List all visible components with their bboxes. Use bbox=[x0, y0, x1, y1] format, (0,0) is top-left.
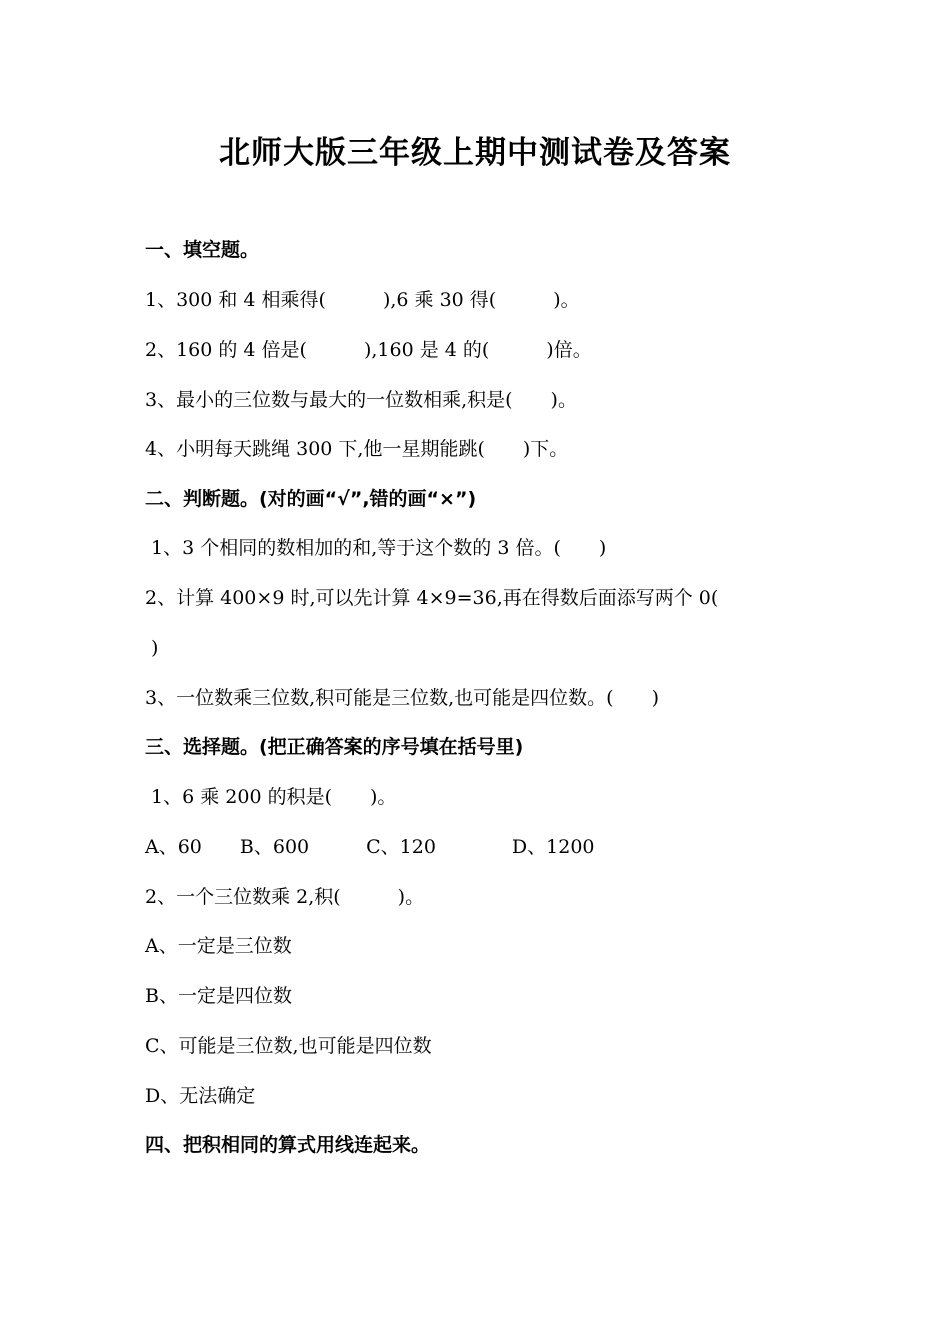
question-fill-4: 4、小明每天跳绳 300 下,他一星期能跳( )下。 bbox=[145, 438, 569, 460]
question-tf-2-continued: ) bbox=[145, 637, 159, 659]
section-heading-fill-blank: 一、填空题。 bbox=[145, 239, 260, 261]
question-tf-1: 1、3 个相同的数相加的和,等于这个数的 3 倍。( ) bbox=[145, 537, 607, 559]
question-choice-2-option-b: B、一定是四位数 bbox=[145, 985, 292, 1007]
question-fill-3: 3、最小的三位数与最大的一位数相乘,积是( )。 bbox=[145, 389, 577, 411]
section-heading-choice: 三、选择题。(把正确答案的序号填在括号里) bbox=[145, 736, 524, 758]
question-choice-2-option-c: C、可能是三位数,也可能是四位数 bbox=[145, 1035, 432, 1057]
question-fill-2: 2、160 的 4 倍是( ),160 是 4 的( )倍。 bbox=[145, 339, 592, 361]
question-choice-2-option-a: A、一定是三位数 bbox=[145, 935, 292, 957]
question-choice-1-options: A、60 B、600 C、120 D、1200 bbox=[145, 836, 595, 858]
section-heading-matching: 四、把积相同的算式用线连起来。 bbox=[145, 1134, 431, 1156]
question-fill-1: 1、300 和 4 相乘得( ),6 乘 30 得( )。 bbox=[145, 289, 580, 311]
question-tf-2: 2、计算 400×9 时,可以先计算 4×9=36,再在得数后面添写两个 0( bbox=[145, 587, 719, 609]
question-tf-3: 3、一位数乘三位数,积可能是三位数,也可能是四位数。( ) bbox=[145, 687, 659, 709]
question-choice-2: 2、一个三位数乘 2,积( )。 bbox=[145, 886, 425, 908]
question-choice-1: 1、6 乘 200 的积是( )。 bbox=[145, 786, 397, 808]
section-heading-true-false: 二、判断题。(对的画“√”,错的画“×”) bbox=[145, 488, 477, 510]
question-choice-2-option-d: D、无法确定 bbox=[145, 1085, 256, 1107]
page-title: 北师大版三年级上期中测试卷及答案 bbox=[219, 135, 731, 171]
